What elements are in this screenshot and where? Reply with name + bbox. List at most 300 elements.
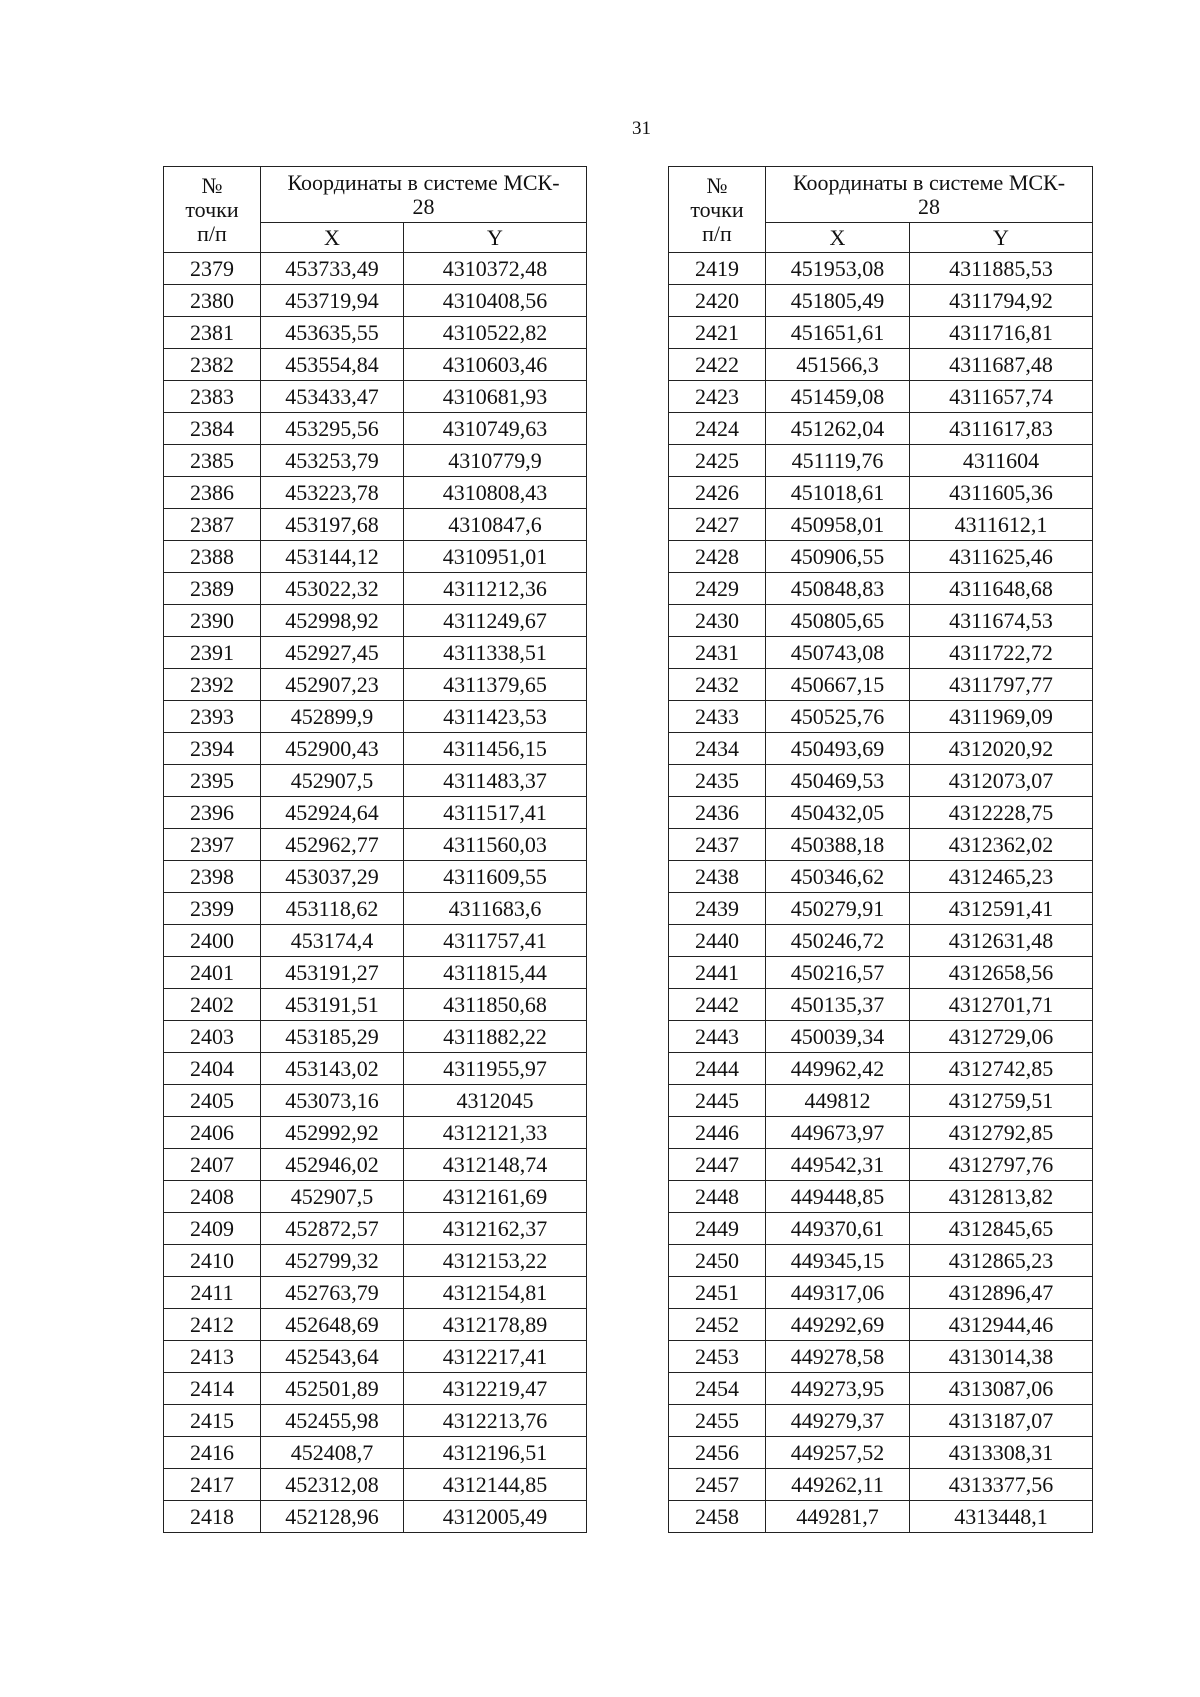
cell-y: 4311456,15 bbox=[404, 733, 587, 765]
cell-x: 450432,05 bbox=[766, 797, 910, 829]
cell-y: 4312944,46 bbox=[910, 1309, 1093, 1341]
cell-point-number: 2457 bbox=[669, 1469, 766, 1501]
cell-y: 4311379,65 bbox=[404, 669, 587, 701]
cell-point-number: 2415 bbox=[164, 1405, 261, 1437]
cell-y: 4313187,07 bbox=[910, 1405, 1093, 1437]
table-row bbox=[164, 861, 587, 893]
cell-y: 4312631,48 bbox=[910, 925, 1093, 957]
cell-x: 450135,37 bbox=[766, 989, 910, 1021]
table-body-left bbox=[164, 253, 587, 1533]
cell-x: 449370,61 bbox=[766, 1213, 910, 1245]
cell-y: 4312813,82 bbox=[910, 1181, 1093, 1213]
cell-x: 451119,76 bbox=[766, 445, 910, 477]
cell-x: 450743,08 bbox=[766, 637, 910, 669]
cell-y: 4311604 bbox=[910, 445, 1093, 477]
cell-point-number: 2435 bbox=[669, 765, 766, 797]
cell-point-number: 2413 bbox=[164, 1341, 261, 1373]
cell-x: 453554,84 bbox=[261, 349, 404, 381]
header-coord-line2: 28 bbox=[412, 193, 435, 219]
cell-point-number: 2410 bbox=[164, 1245, 261, 1277]
cell-point-number: 2425 bbox=[669, 445, 766, 477]
header-point-number bbox=[164, 167, 261, 253]
cell-point-number: 2407 bbox=[164, 1149, 261, 1181]
cell-x: 449281,7 bbox=[766, 1501, 910, 1533]
header-x: X bbox=[261, 223, 404, 253]
table-row bbox=[669, 1053, 1093, 1085]
table-row bbox=[164, 1117, 587, 1149]
cell-y: 4311882,22 bbox=[404, 1021, 587, 1053]
cell-point-number: 2427 bbox=[669, 509, 766, 541]
table-row bbox=[669, 1245, 1093, 1277]
cell-x: 452924,64 bbox=[261, 797, 404, 829]
cell-x: 452408,7 bbox=[261, 1437, 404, 1469]
table-row bbox=[669, 925, 1093, 957]
cell-x: 450906,55 bbox=[766, 541, 910, 573]
cell-y: 4311212,36 bbox=[404, 573, 587, 605]
cell-x: 452872,57 bbox=[261, 1213, 404, 1245]
cell-point-number: 2431 bbox=[669, 637, 766, 669]
cell-x: 449317,06 bbox=[766, 1277, 910, 1309]
coordinates-table-right bbox=[668, 166, 1093, 1533]
cell-x: 452946,02 bbox=[261, 1149, 404, 1181]
cell-x: 453733,49 bbox=[261, 253, 404, 285]
table-row bbox=[164, 669, 587, 701]
cell-y: 4312213,76 bbox=[404, 1405, 587, 1437]
table-row bbox=[164, 1437, 587, 1469]
cell-y: 4312658,56 bbox=[910, 957, 1093, 989]
table-row bbox=[669, 573, 1093, 605]
table-body-right bbox=[669, 253, 1093, 1533]
cell-y: 4311674,53 bbox=[910, 605, 1093, 637]
cell-y: 4312742,85 bbox=[910, 1053, 1093, 1085]
table-row bbox=[164, 925, 587, 957]
header-no-symbol: № bbox=[201, 172, 223, 198]
table-row bbox=[164, 413, 587, 445]
header-y: Y bbox=[404, 223, 587, 253]
table-row bbox=[164, 381, 587, 413]
cell-x: 452907,5 bbox=[261, 765, 404, 797]
cell-x: 450039,34 bbox=[766, 1021, 910, 1053]
cell-point-number: 2392 bbox=[164, 669, 261, 701]
cell-point-number: 2450 bbox=[669, 1245, 766, 1277]
table-row bbox=[669, 797, 1093, 829]
cell-x: 449257,52 bbox=[766, 1437, 910, 1469]
cell-y: 4312073,07 bbox=[910, 765, 1093, 797]
header-no-word: точки bbox=[185, 196, 239, 222]
header-no-word: точки bbox=[690, 196, 744, 222]
cell-x: 453118,62 bbox=[261, 893, 404, 925]
cell-y: 4310749,63 bbox=[404, 413, 587, 445]
table-row bbox=[164, 989, 587, 1021]
header-no-symbol: № bbox=[706, 172, 728, 198]
table-row bbox=[669, 1469, 1093, 1501]
cell-x: 452128,96 bbox=[261, 1501, 404, 1533]
cell-point-number: 2426 bbox=[669, 477, 766, 509]
cell-y: 4312154,81 bbox=[404, 1277, 587, 1309]
cell-point-number: 2398 bbox=[164, 861, 261, 893]
cell-x: 451566,3 bbox=[766, 349, 910, 381]
cell-y: 4311657,74 bbox=[910, 381, 1093, 413]
cell-x: 449448,85 bbox=[766, 1181, 910, 1213]
table-row bbox=[669, 1149, 1093, 1181]
cell-point-number: 2442 bbox=[669, 989, 766, 1021]
cell-point-number: 2433 bbox=[669, 701, 766, 733]
cell-x: 453022,32 bbox=[261, 573, 404, 605]
header-point-number bbox=[669, 167, 766, 253]
page-number: 31 bbox=[632, 118, 651, 139]
table-row bbox=[164, 829, 587, 861]
cell-y: 4313014,38 bbox=[910, 1341, 1093, 1373]
table-row bbox=[669, 605, 1093, 637]
table-row bbox=[164, 1405, 587, 1437]
table-row bbox=[669, 829, 1093, 861]
cell-x: 453143,02 bbox=[261, 1053, 404, 1085]
table-row bbox=[164, 317, 587, 349]
table-row bbox=[164, 1501, 587, 1533]
cell-point-number: 2403 bbox=[164, 1021, 261, 1053]
cell-x: 450525,76 bbox=[766, 701, 910, 733]
cell-point-number: 2383 bbox=[164, 381, 261, 413]
cell-point-number: 2386 bbox=[164, 477, 261, 509]
table-row bbox=[164, 1469, 587, 1501]
table-row bbox=[164, 893, 587, 925]
cell-y: 4310681,93 bbox=[404, 381, 587, 413]
cell-y: 4312161,69 bbox=[404, 1181, 587, 1213]
table-row bbox=[164, 1021, 587, 1053]
cell-point-number: 2411 bbox=[164, 1277, 261, 1309]
cell-y: 4311517,41 bbox=[404, 797, 587, 829]
cell-x: 452799,32 bbox=[261, 1245, 404, 1277]
header-no-abbrev: п/п bbox=[197, 220, 227, 246]
cell-y: 4311605,36 bbox=[910, 477, 1093, 509]
cell-y: 4311612,1 bbox=[910, 509, 1093, 541]
cell-point-number: 2382 bbox=[164, 349, 261, 381]
cell-y: 4312896,47 bbox=[910, 1277, 1093, 1309]
cell-x: 449345,15 bbox=[766, 1245, 910, 1277]
table-row bbox=[164, 573, 587, 605]
cell-x: 452962,77 bbox=[261, 829, 404, 861]
cell-x: 451953,08 bbox=[766, 253, 910, 285]
cell-x: 453635,55 bbox=[261, 317, 404, 349]
cell-x: 452501,89 bbox=[261, 1373, 404, 1405]
cell-x: 453191,51 bbox=[261, 989, 404, 1021]
table-row bbox=[669, 477, 1093, 509]
table-row bbox=[669, 1309, 1093, 1341]
cell-point-number: 2458 bbox=[669, 1501, 766, 1533]
cell-y: 4312865,23 bbox=[910, 1245, 1093, 1277]
cell-y: 4311815,44 bbox=[404, 957, 587, 989]
table-row bbox=[669, 381, 1093, 413]
cell-point-number: 2452 bbox=[669, 1309, 766, 1341]
table-row bbox=[669, 285, 1093, 317]
cell-y: 4312196,51 bbox=[404, 1437, 587, 1469]
cell-point-number: 2419 bbox=[669, 253, 766, 285]
cell-x: 450958,01 bbox=[766, 509, 910, 541]
table-row bbox=[669, 861, 1093, 893]
cell-point-number: 2406 bbox=[164, 1117, 261, 1149]
table-row bbox=[669, 989, 1093, 1021]
cell-point-number: 2412 bbox=[164, 1309, 261, 1341]
cell-x: 453073,16 bbox=[261, 1085, 404, 1117]
cell-point-number: 2456 bbox=[669, 1437, 766, 1469]
cell-x: 450346,62 bbox=[766, 861, 910, 893]
cell-y: 4311716,81 bbox=[910, 317, 1093, 349]
cell-x: 452899,9 bbox=[261, 701, 404, 733]
cell-x: 452900,43 bbox=[261, 733, 404, 765]
table-row bbox=[669, 1213, 1093, 1245]
cell-y: 4312162,37 bbox=[404, 1213, 587, 1245]
cell-x: 452543,64 bbox=[261, 1341, 404, 1373]
cell-y: 4310847,6 bbox=[404, 509, 587, 541]
cell-x: 450388,18 bbox=[766, 829, 910, 861]
cell-y: 4312797,76 bbox=[910, 1149, 1093, 1181]
table-row bbox=[164, 1149, 587, 1181]
cell-point-number: 2424 bbox=[669, 413, 766, 445]
table-row bbox=[164, 1309, 587, 1341]
cell-y: 4310372,48 bbox=[404, 253, 587, 285]
cell-x: 451018,61 bbox=[766, 477, 910, 509]
cell-x: 453185,29 bbox=[261, 1021, 404, 1053]
coordinates-table-left bbox=[163, 166, 587, 1533]
cell-x: 453433,47 bbox=[261, 381, 404, 413]
cell-x: 453144,12 bbox=[261, 541, 404, 573]
cell-y: 4312759,51 bbox=[910, 1085, 1093, 1117]
table-row bbox=[164, 637, 587, 669]
cell-y: 4313377,56 bbox=[910, 1469, 1093, 1501]
table-row bbox=[669, 413, 1093, 445]
cell-point-number: 2404 bbox=[164, 1053, 261, 1085]
cell-x: 453174,4 bbox=[261, 925, 404, 957]
table-row bbox=[164, 1053, 587, 1085]
cell-x: 450216,57 bbox=[766, 957, 910, 989]
table-row bbox=[164, 605, 587, 637]
table-row bbox=[164, 253, 587, 285]
table-row bbox=[669, 317, 1093, 349]
cell-point-number: 2451 bbox=[669, 1277, 766, 1309]
cell-y: 4311687,48 bbox=[910, 349, 1093, 381]
table-row bbox=[669, 1405, 1093, 1437]
cell-point-number: 2395 bbox=[164, 765, 261, 797]
cell-point-number: 2387 bbox=[164, 509, 261, 541]
table-row bbox=[164, 349, 587, 381]
table-row bbox=[669, 253, 1093, 285]
table-row bbox=[164, 1085, 587, 1117]
table-row bbox=[164, 957, 587, 989]
cell-y: 4311249,67 bbox=[404, 605, 587, 637]
table-row bbox=[669, 349, 1093, 381]
cell-point-number: 2429 bbox=[669, 573, 766, 605]
cell-point-number: 2385 bbox=[164, 445, 261, 477]
cell-point-number: 2381 bbox=[164, 317, 261, 349]
cell-y: 4311617,83 bbox=[910, 413, 1093, 445]
cell-point-number: 2394 bbox=[164, 733, 261, 765]
table-row bbox=[669, 509, 1093, 541]
cell-point-number: 2455 bbox=[669, 1405, 766, 1437]
table-row bbox=[164, 733, 587, 765]
cell-y: 4312591,41 bbox=[910, 893, 1093, 925]
cell-x: 449812 bbox=[766, 1085, 910, 1117]
cell-x: 452763,79 bbox=[261, 1277, 404, 1309]
cell-point-number: 2416 bbox=[164, 1437, 261, 1469]
cell-y: 4312465,23 bbox=[910, 861, 1093, 893]
cell-point-number: 2423 bbox=[669, 381, 766, 413]
cell-x: 450805,65 bbox=[766, 605, 910, 637]
cell-y: 4311423,53 bbox=[404, 701, 587, 733]
table-row bbox=[669, 1085, 1093, 1117]
cell-y: 4311757,41 bbox=[404, 925, 587, 957]
cell-point-number: 2414 bbox=[164, 1373, 261, 1405]
cell-point-number: 2388 bbox=[164, 541, 261, 573]
cell-point-number: 2418 bbox=[164, 1501, 261, 1533]
table-row bbox=[164, 1213, 587, 1245]
header-coord-line1: Координаты в системе МСК- bbox=[287, 169, 560, 195]
cell-point-number: 2444 bbox=[669, 1053, 766, 1085]
cell-y: 4312153,22 bbox=[404, 1245, 587, 1277]
cell-y: 4311683,6 bbox=[404, 893, 587, 925]
cell-x: 453295,56 bbox=[261, 413, 404, 445]
cell-x: 450279,91 bbox=[766, 893, 910, 925]
cell-y: 4311483,37 bbox=[404, 765, 587, 797]
cell-x: 449542,31 bbox=[766, 1149, 910, 1181]
cell-point-number: 2379 bbox=[164, 253, 261, 285]
cell-x: 450493,69 bbox=[766, 733, 910, 765]
table-row bbox=[164, 701, 587, 733]
cell-x: 453253,79 bbox=[261, 445, 404, 477]
cell-point-number: 2445 bbox=[669, 1085, 766, 1117]
cell-x: 453719,94 bbox=[261, 285, 404, 317]
cell-point-number: 2396 bbox=[164, 797, 261, 829]
cell-point-number: 2430 bbox=[669, 605, 766, 637]
cell-point-number: 2401 bbox=[164, 957, 261, 989]
cell-point-number: 2389 bbox=[164, 573, 261, 605]
cell-point-number: 2391 bbox=[164, 637, 261, 669]
cell-point-number: 2421 bbox=[669, 317, 766, 349]
cell-y: 4310522,82 bbox=[404, 317, 587, 349]
cell-y: 4312005,49 bbox=[404, 1501, 587, 1533]
table-row bbox=[669, 637, 1093, 669]
cell-y: 4312178,89 bbox=[404, 1309, 587, 1341]
table-row bbox=[164, 445, 587, 477]
cell-point-number: 2432 bbox=[669, 669, 766, 701]
table-row bbox=[669, 893, 1093, 925]
cell-y: 4311955,97 bbox=[404, 1053, 587, 1085]
cell-y: 4313448,1 bbox=[910, 1501, 1093, 1533]
cell-point-number: 2434 bbox=[669, 733, 766, 765]
cell-y: 4311797,77 bbox=[910, 669, 1093, 701]
cell-x: 450848,83 bbox=[766, 573, 910, 605]
cell-x: 449262,11 bbox=[766, 1469, 910, 1501]
table-row bbox=[669, 1117, 1093, 1149]
cell-x: 449279,37 bbox=[766, 1405, 910, 1437]
header-coordinates bbox=[261, 167, 587, 223]
cell-y: 4310808,43 bbox=[404, 477, 587, 509]
cell-y: 4311794,92 bbox=[910, 285, 1093, 317]
cell-point-number: 2405 bbox=[164, 1085, 261, 1117]
table-row bbox=[669, 445, 1093, 477]
cell-point-number: 2448 bbox=[669, 1181, 766, 1213]
cell-point-number: 2409 bbox=[164, 1213, 261, 1245]
cell-x: 451651,61 bbox=[766, 317, 910, 349]
cell-point-number: 2380 bbox=[164, 285, 261, 317]
table-row bbox=[669, 957, 1093, 989]
cell-y: 4312701,71 bbox=[910, 989, 1093, 1021]
table-row bbox=[669, 1373, 1093, 1405]
cell-x: 449278,58 bbox=[766, 1341, 910, 1373]
cell-y: 4312020,92 bbox=[910, 733, 1093, 765]
cell-x: 449962,42 bbox=[766, 1053, 910, 1085]
table-row bbox=[669, 669, 1093, 701]
table-row bbox=[669, 1437, 1093, 1469]
cell-y: 4312219,47 bbox=[404, 1373, 587, 1405]
cell-point-number: 2422 bbox=[669, 349, 766, 381]
cell-y: 4312148,74 bbox=[404, 1149, 587, 1181]
cell-y: 4312729,06 bbox=[910, 1021, 1093, 1053]
cell-point-number: 2393 bbox=[164, 701, 261, 733]
header-coord-line1: Координаты в системе МСК- bbox=[792, 169, 1066, 195]
table-row bbox=[669, 1341, 1093, 1373]
cell-point-number: 2441 bbox=[669, 957, 766, 989]
table-row bbox=[164, 285, 587, 317]
header-coordinates bbox=[766, 167, 1093, 223]
cell-y: 4313087,06 bbox=[910, 1373, 1093, 1405]
cell-x: 452992,92 bbox=[261, 1117, 404, 1149]
cell-x: 451262,04 bbox=[766, 413, 910, 445]
table-row bbox=[164, 1277, 587, 1309]
cell-y: 4311625,46 bbox=[910, 541, 1093, 573]
cell-y: 4312792,85 bbox=[910, 1117, 1093, 1149]
cell-x: 449292,69 bbox=[766, 1309, 910, 1341]
cell-x: 452312,08 bbox=[261, 1469, 404, 1501]
cell-y: 4310779,9 bbox=[404, 445, 587, 477]
table-row bbox=[669, 701, 1093, 733]
cell-x: 453037,29 bbox=[261, 861, 404, 893]
table-row bbox=[669, 1181, 1093, 1213]
cell-y: 4312144,85 bbox=[404, 1469, 587, 1501]
cell-x: 452455,98 bbox=[261, 1405, 404, 1437]
header-y: Y bbox=[910, 223, 1093, 253]
cell-y: 4312845,65 bbox=[910, 1213, 1093, 1245]
cell-point-number: 2453 bbox=[669, 1341, 766, 1373]
table-row bbox=[669, 1501, 1093, 1533]
cell-x: 451805,49 bbox=[766, 285, 910, 317]
cell-y: 4312121,33 bbox=[404, 1117, 587, 1149]
cell-point-number: 2437 bbox=[669, 829, 766, 861]
cell-point-number: 2417 bbox=[164, 1469, 261, 1501]
cell-point-number: 2408 bbox=[164, 1181, 261, 1213]
header-no-abbrev: п/п bbox=[702, 220, 732, 246]
cell-x: 453191,27 bbox=[261, 957, 404, 989]
cell-y: 4311648,68 bbox=[910, 573, 1093, 605]
cell-x: 450667,15 bbox=[766, 669, 910, 701]
cell-x: 449273,95 bbox=[766, 1373, 910, 1405]
table-row bbox=[164, 1245, 587, 1277]
cell-x: 452998,92 bbox=[261, 605, 404, 637]
cell-point-number: 2397 bbox=[164, 829, 261, 861]
table-row bbox=[164, 477, 587, 509]
table-row bbox=[669, 765, 1093, 797]
cell-point-number: 2443 bbox=[669, 1021, 766, 1053]
cell-x: 449673,97 bbox=[766, 1117, 910, 1149]
cell-x: 453197,68 bbox=[261, 509, 404, 541]
cell-x: 450469,53 bbox=[766, 765, 910, 797]
cell-point-number: 2390 bbox=[164, 605, 261, 637]
cell-y: 4310603,46 bbox=[404, 349, 587, 381]
cell-y: 4311722,72 bbox=[910, 637, 1093, 669]
table-row bbox=[669, 1277, 1093, 1309]
table-row bbox=[669, 1021, 1093, 1053]
table-row bbox=[164, 1181, 587, 1213]
cell-point-number: 2384 bbox=[164, 413, 261, 445]
